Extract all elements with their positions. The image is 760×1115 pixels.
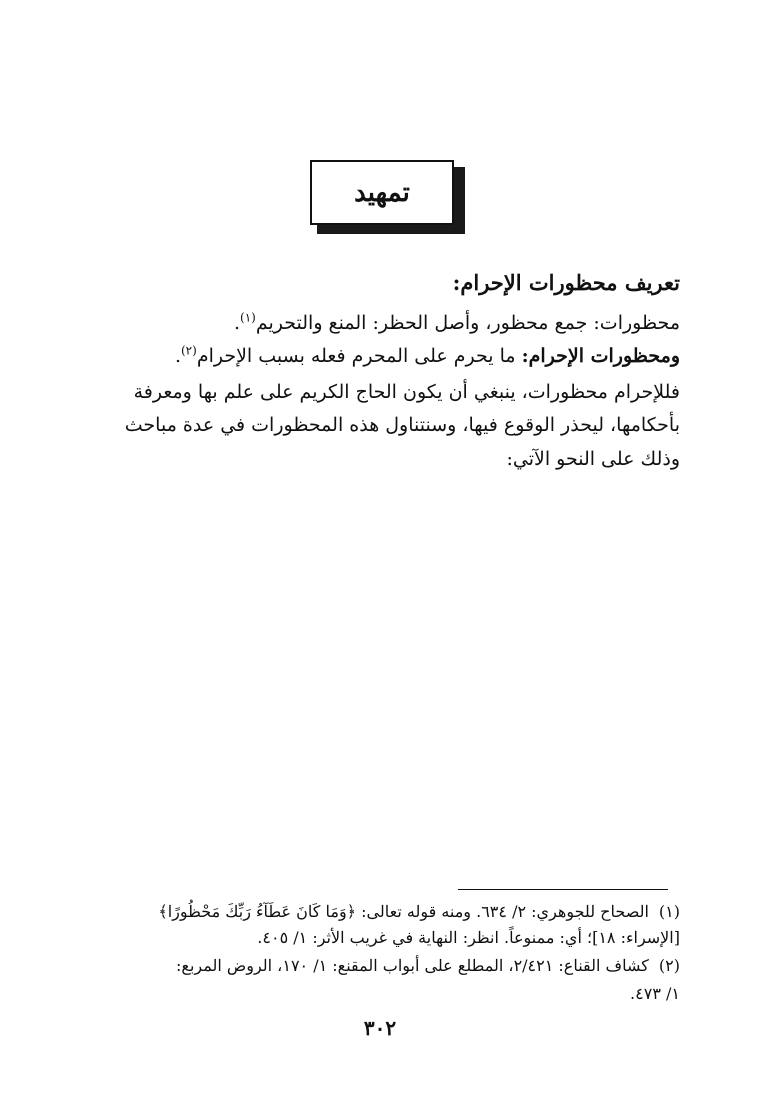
footnote-1-number: (١) bbox=[658, 902, 680, 921]
section-heading: تعريف محظورات الإحرام: bbox=[452, 270, 680, 295]
ihram-term: ومحظورات الإحرام: bbox=[521, 345, 680, 367]
body-line-3: وذلك على النحو الآتي: bbox=[506, 448, 680, 470]
footnote-2-line-2: ١/ ٤٧٣. bbox=[630, 984, 680, 1003]
ihram-definition-text: ما يحرم على المحرم فعله بسبب الإحرام bbox=[196, 345, 522, 367]
footnote-1-text: الصحاح للجوهري: ٢/ ٦٣٤. ومنه قوله تعالى: ﴿وَمَا كَانَ عَطَآءُ رَبِّكَ مَحْظُورًا﴾ bbox=[158, 902, 649, 921]
footnote-2-text: كشاف القناع: ٢/٤٢١، المطلع على أبواب المقنع: ١/ ١٧٠، الروض المربع: bbox=[176, 956, 649, 975]
footnote-separator bbox=[458, 889, 668, 890]
footnote-1-line-1 bbox=[158, 902, 680, 921]
period: . bbox=[233, 312, 241, 334]
title-box bbox=[310, 160, 454, 225]
page-number: ٣٠٢ bbox=[363, 1016, 397, 1040]
footnote-ref-2[interactable]: (٢) bbox=[180, 343, 197, 358]
period: . bbox=[174, 345, 181, 367]
definition-text: محظورات: جمع محظور، وأصل الحظر: المنع والتحريم bbox=[255, 312, 680, 334]
footnote-ref-1[interactable]: (١) bbox=[240, 310, 256, 325]
footnote-2-number: (٢) bbox=[658, 956, 680, 975]
paragraph-definition bbox=[234, 312, 680, 334]
body-line-1: فللإحرام محظورات، ينبغي أن يكون الحاج الكريم على علم بها ومعرفة bbox=[133, 381, 680, 403]
footnote-2-line-1 bbox=[176, 956, 680, 975]
body-line-2: بأحكامها، ليحذر الوقوع فيها، وسنتناول هذه المحظورات في عدة مباحث bbox=[124, 414, 680, 436]
footnote-1-line-2: [الإسراء: ١٨]؛ أي: ممنوعاً. انظر: النهاية في غريب الأثر: ١/ ٤٠٥. bbox=[257, 928, 680, 947]
chapter-title: تمهيد bbox=[354, 177, 410, 208]
paragraph-ihram-definition bbox=[175, 345, 680, 367]
